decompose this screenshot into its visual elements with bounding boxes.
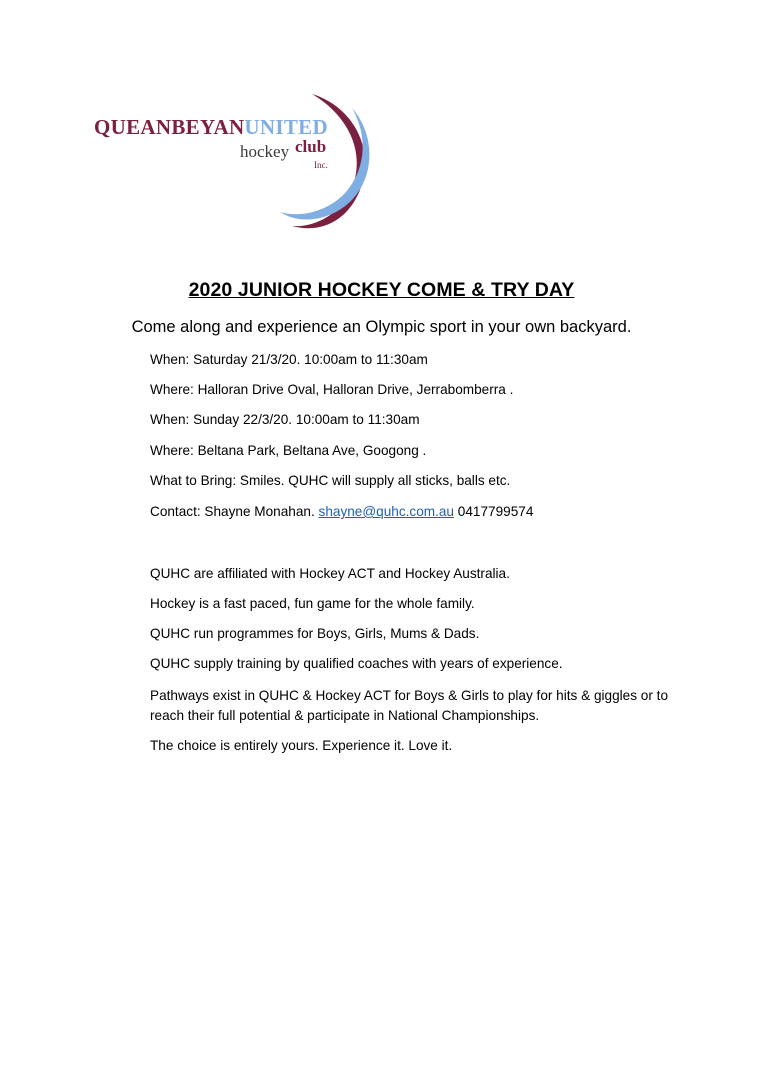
logo-hockey-text: hockey [240,142,290,161]
logo-queanbeyan-text: QUEANBEYAN [94,115,245,139]
contact-prefix: Contact: Shayne Monahan. [150,504,315,519]
page-title: 2020 JUNIOR HOCKEY COME & TRY DAY [188,279,575,301]
contact-phone: 0417799574 [457,504,534,519]
where-saturday: Where: Halloran Drive Oval, Halloran Drive, Jerrabomberra . [150,382,514,397]
what-to-bring: What to Bring: Smiles. QUHC will supply all sticks, balls etc. [150,473,511,488]
fast-paced-text: Hockey is a fast paced, fun game for the whole family. [150,596,475,611]
intro-text: Come along and experience an Olympic sport in your own backyard. [131,318,632,336]
club-logo [90,88,390,238]
choice-text: The choice is entirely yours. Experience it. Love it. [150,738,453,753]
svg-text:QUEANBEYANUNITED [94,115,328,139]
contact-email-link[interactable]: shayne@quhc.com.au [318,504,454,519]
affiliation-text: QUHC are affiliated with Hockey ACT and Hockey Australia. [150,566,510,581]
programmes-text: QUHC run programmes for Boys, Girls, Mums & Dads. [150,626,480,641]
where-sunday: Where: Beltana Park, Beltana Ave, Googong . [150,443,427,458]
club-logo-graphic [90,88,390,238]
when-saturday: When: Saturday 21/3/20. 10:00am to 11:30am [150,352,428,367]
logo-inc-text: Inc. [314,160,328,170]
pathways-text: Pathways exist in QUHC & Hockey ACT for Boys & Girls to play for hits & giggles or to reach their full potential & participate in National Championships. [150,688,669,723]
logo-club-text: club [295,137,327,156]
contact-line [150,504,533,519]
logo-united-text: UNITED [244,115,328,139]
training-text: QUHC supply training by qualified coaches with years of experience. [150,656,563,671]
when-sunday: When: Sunday 22/3/20. 10:00am to 11:30am [150,412,420,427]
